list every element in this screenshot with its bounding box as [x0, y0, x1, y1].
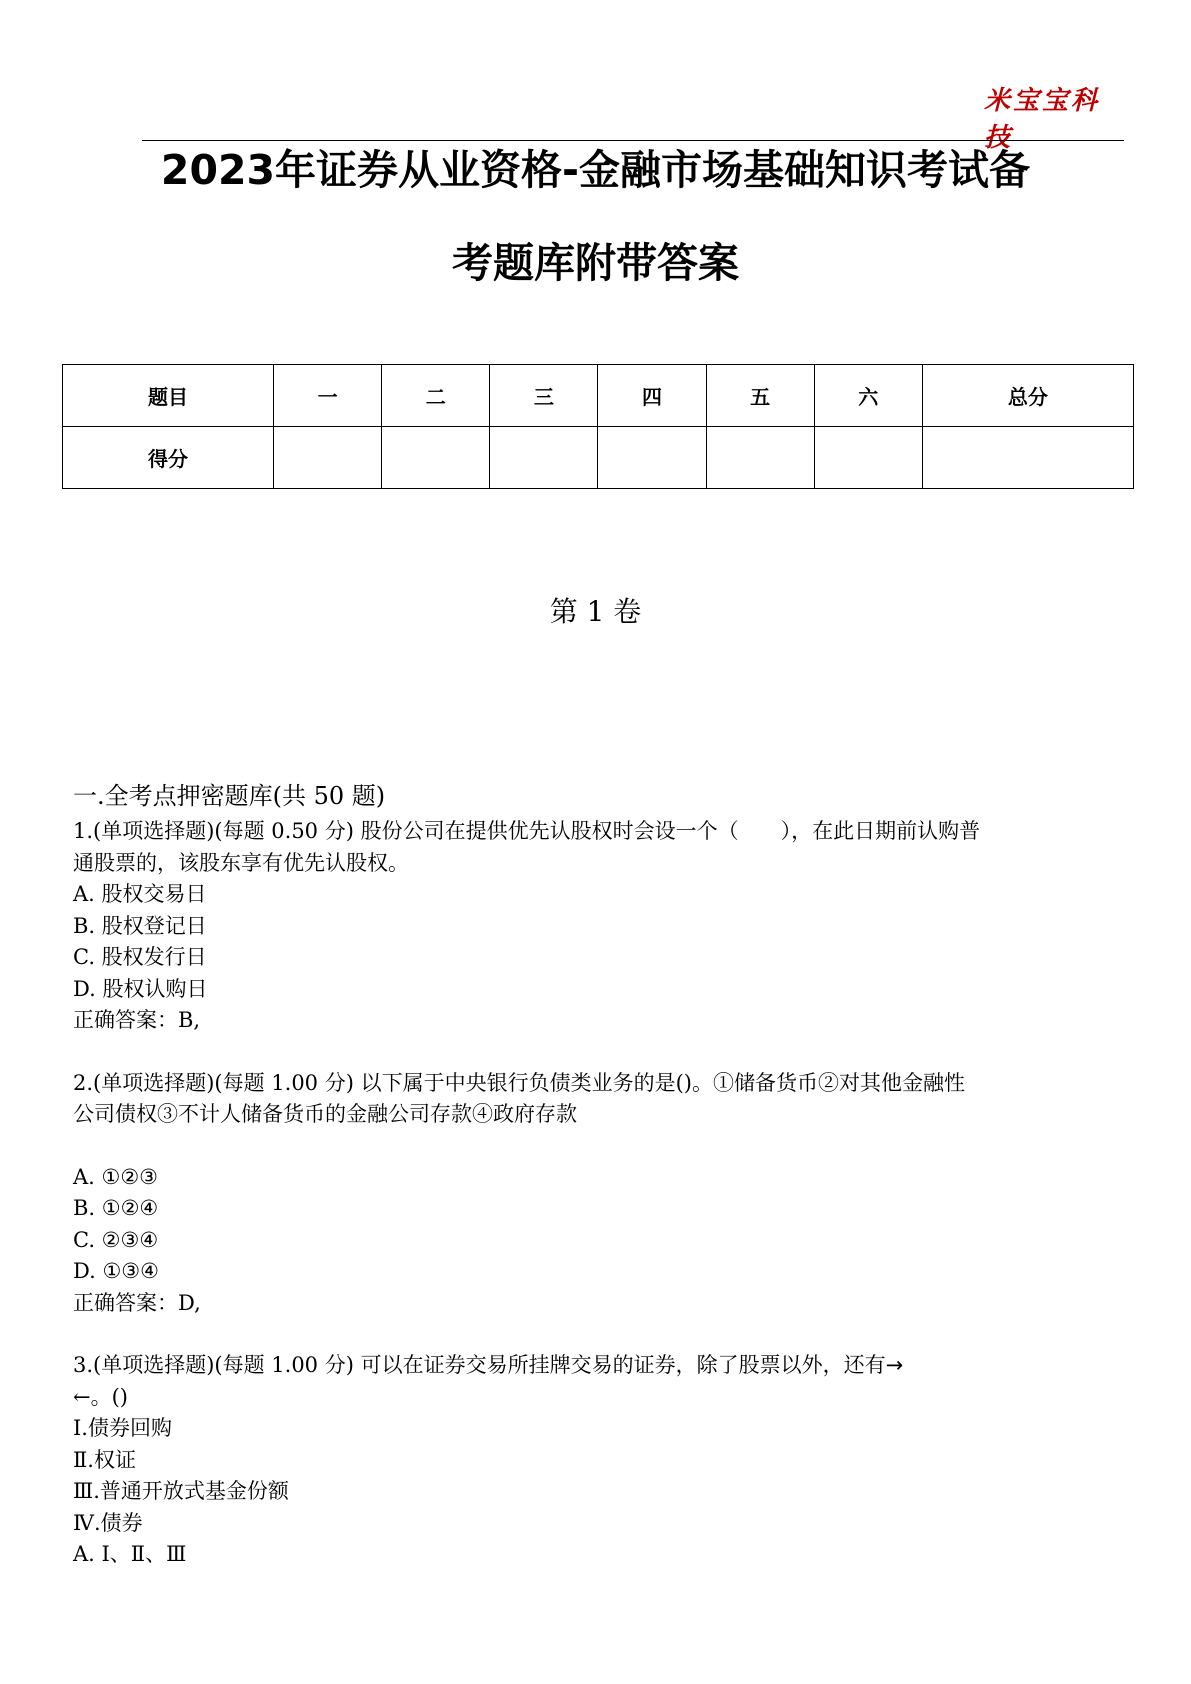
spacer: [73, 1037, 1133, 1068]
score-cell: [382, 427, 490, 489]
statement-item: Ⅲ.普通开放式基金份额: [73, 1479, 289, 1503]
spacer: [73, 1319, 1133, 1350]
score-table-header-cell: 四: [598, 365, 706, 427]
score-table-header-row: [63, 365, 1134, 427]
score-cell: [922, 427, 1133, 489]
statement-item: Ⅰ.债券回购: [73, 1416, 172, 1440]
question-stem-line: 公司债权③不计人储备货币的金融公司存款④政府存款: [73, 1102, 577, 1126]
answer-option: A. ①②③: [73, 1164, 158, 1189]
correct-answer: 正确答案：D,: [73, 1290, 201, 1315]
question-stem-text: 3.(单项选择题)(每题 1.00 分) 可以在证券交易所挂牌交易的证券，除了股票以外，还有: [73, 1353, 886, 1377]
answer-option: D. 股权认购日: [73, 976, 208, 1001]
answer-option: D. ①③④: [73, 1259, 159, 1283]
score-row-label: 得分: [63, 427, 274, 489]
answer-option: A. Ⅰ、Ⅱ、Ⅲ: [73, 1542, 187, 1566]
score-table-header-cell: 总分: [922, 365, 1133, 427]
question-stem-line: 2.(单项选择题)(每题 1.00 分) 以下属于中央银行负债类业务的是()。①储备货币②对其他金融性: [73, 1070, 965, 1095]
score-cell: [706, 427, 814, 489]
correct-answer: 正确答案：B,: [73, 1008, 201, 1032]
statement-item: Ⅱ.权证: [73, 1447, 136, 1472]
score-table-score-row: [63, 427, 1134, 489]
question-stem-line: ←。(): [73, 1384, 128, 1409]
score-cell: [814, 427, 922, 489]
question-3: [73, 1350, 1133, 1571]
right-arrow-icon: →: [885, 1353, 904, 1377]
header-rule: [142, 140, 1124, 141]
question-stem-line: 通股票的，该股东享有优先认股权。: [73, 850, 409, 875]
document-title-line-1: 2023年证券从业资格-金融市场基础知识考试备: [160, 146, 1031, 194]
score-table-header-cell: 一: [274, 365, 382, 427]
score-table-header-cell: 五: [706, 365, 814, 427]
spacer: [73, 1131, 1133, 1162]
score-table-header-cell: 三: [490, 365, 598, 427]
question-stem-line: [73, 1350, 1133, 1382]
score-table-header-cell: 二: [382, 365, 490, 427]
question-1: [73, 816, 1133, 1037]
score-cell: [598, 427, 706, 489]
score-table: [62, 364, 1134, 489]
score-table-header-cell: 六: [814, 365, 922, 427]
section-heading: 一.全考点押密题库(共 50 题): [73, 782, 386, 810]
volume-label: 第 1 卷: [549, 595, 642, 628]
answer-option: C. ②③④: [73, 1227, 159, 1252]
answer-option: B. 股权登记日: [73, 913, 207, 938]
question-content: [73, 778, 1133, 1571]
answer-option: A. 股权交易日: [73, 882, 207, 906]
statement-item: Ⅳ.债券: [73, 1510, 143, 1535]
score-table-header-cell: 题目: [63, 365, 274, 427]
score-cell: [490, 427, 598, 489]
brand-logo-text: 米宝宝科技: [984, 86, 1101, 153]
question-stem-line: 1.(单项选择题)(每题 0.50 分) 股份公司在提供优先认股权时会设一个（ ），在此日期前认购普: [73, 819, 981, 843]
document-title-line-2: 考题库附带答案: [452, 239, 739, 287]
answer-option: B. ①②④: [73, 1196, 159, 1220]
question-2: [73, 1068, 1133, 1320]
answer-option: C. 股权发行日: [73, 945, 207, 969]
score-cell: [274, 427, 382, 489]
